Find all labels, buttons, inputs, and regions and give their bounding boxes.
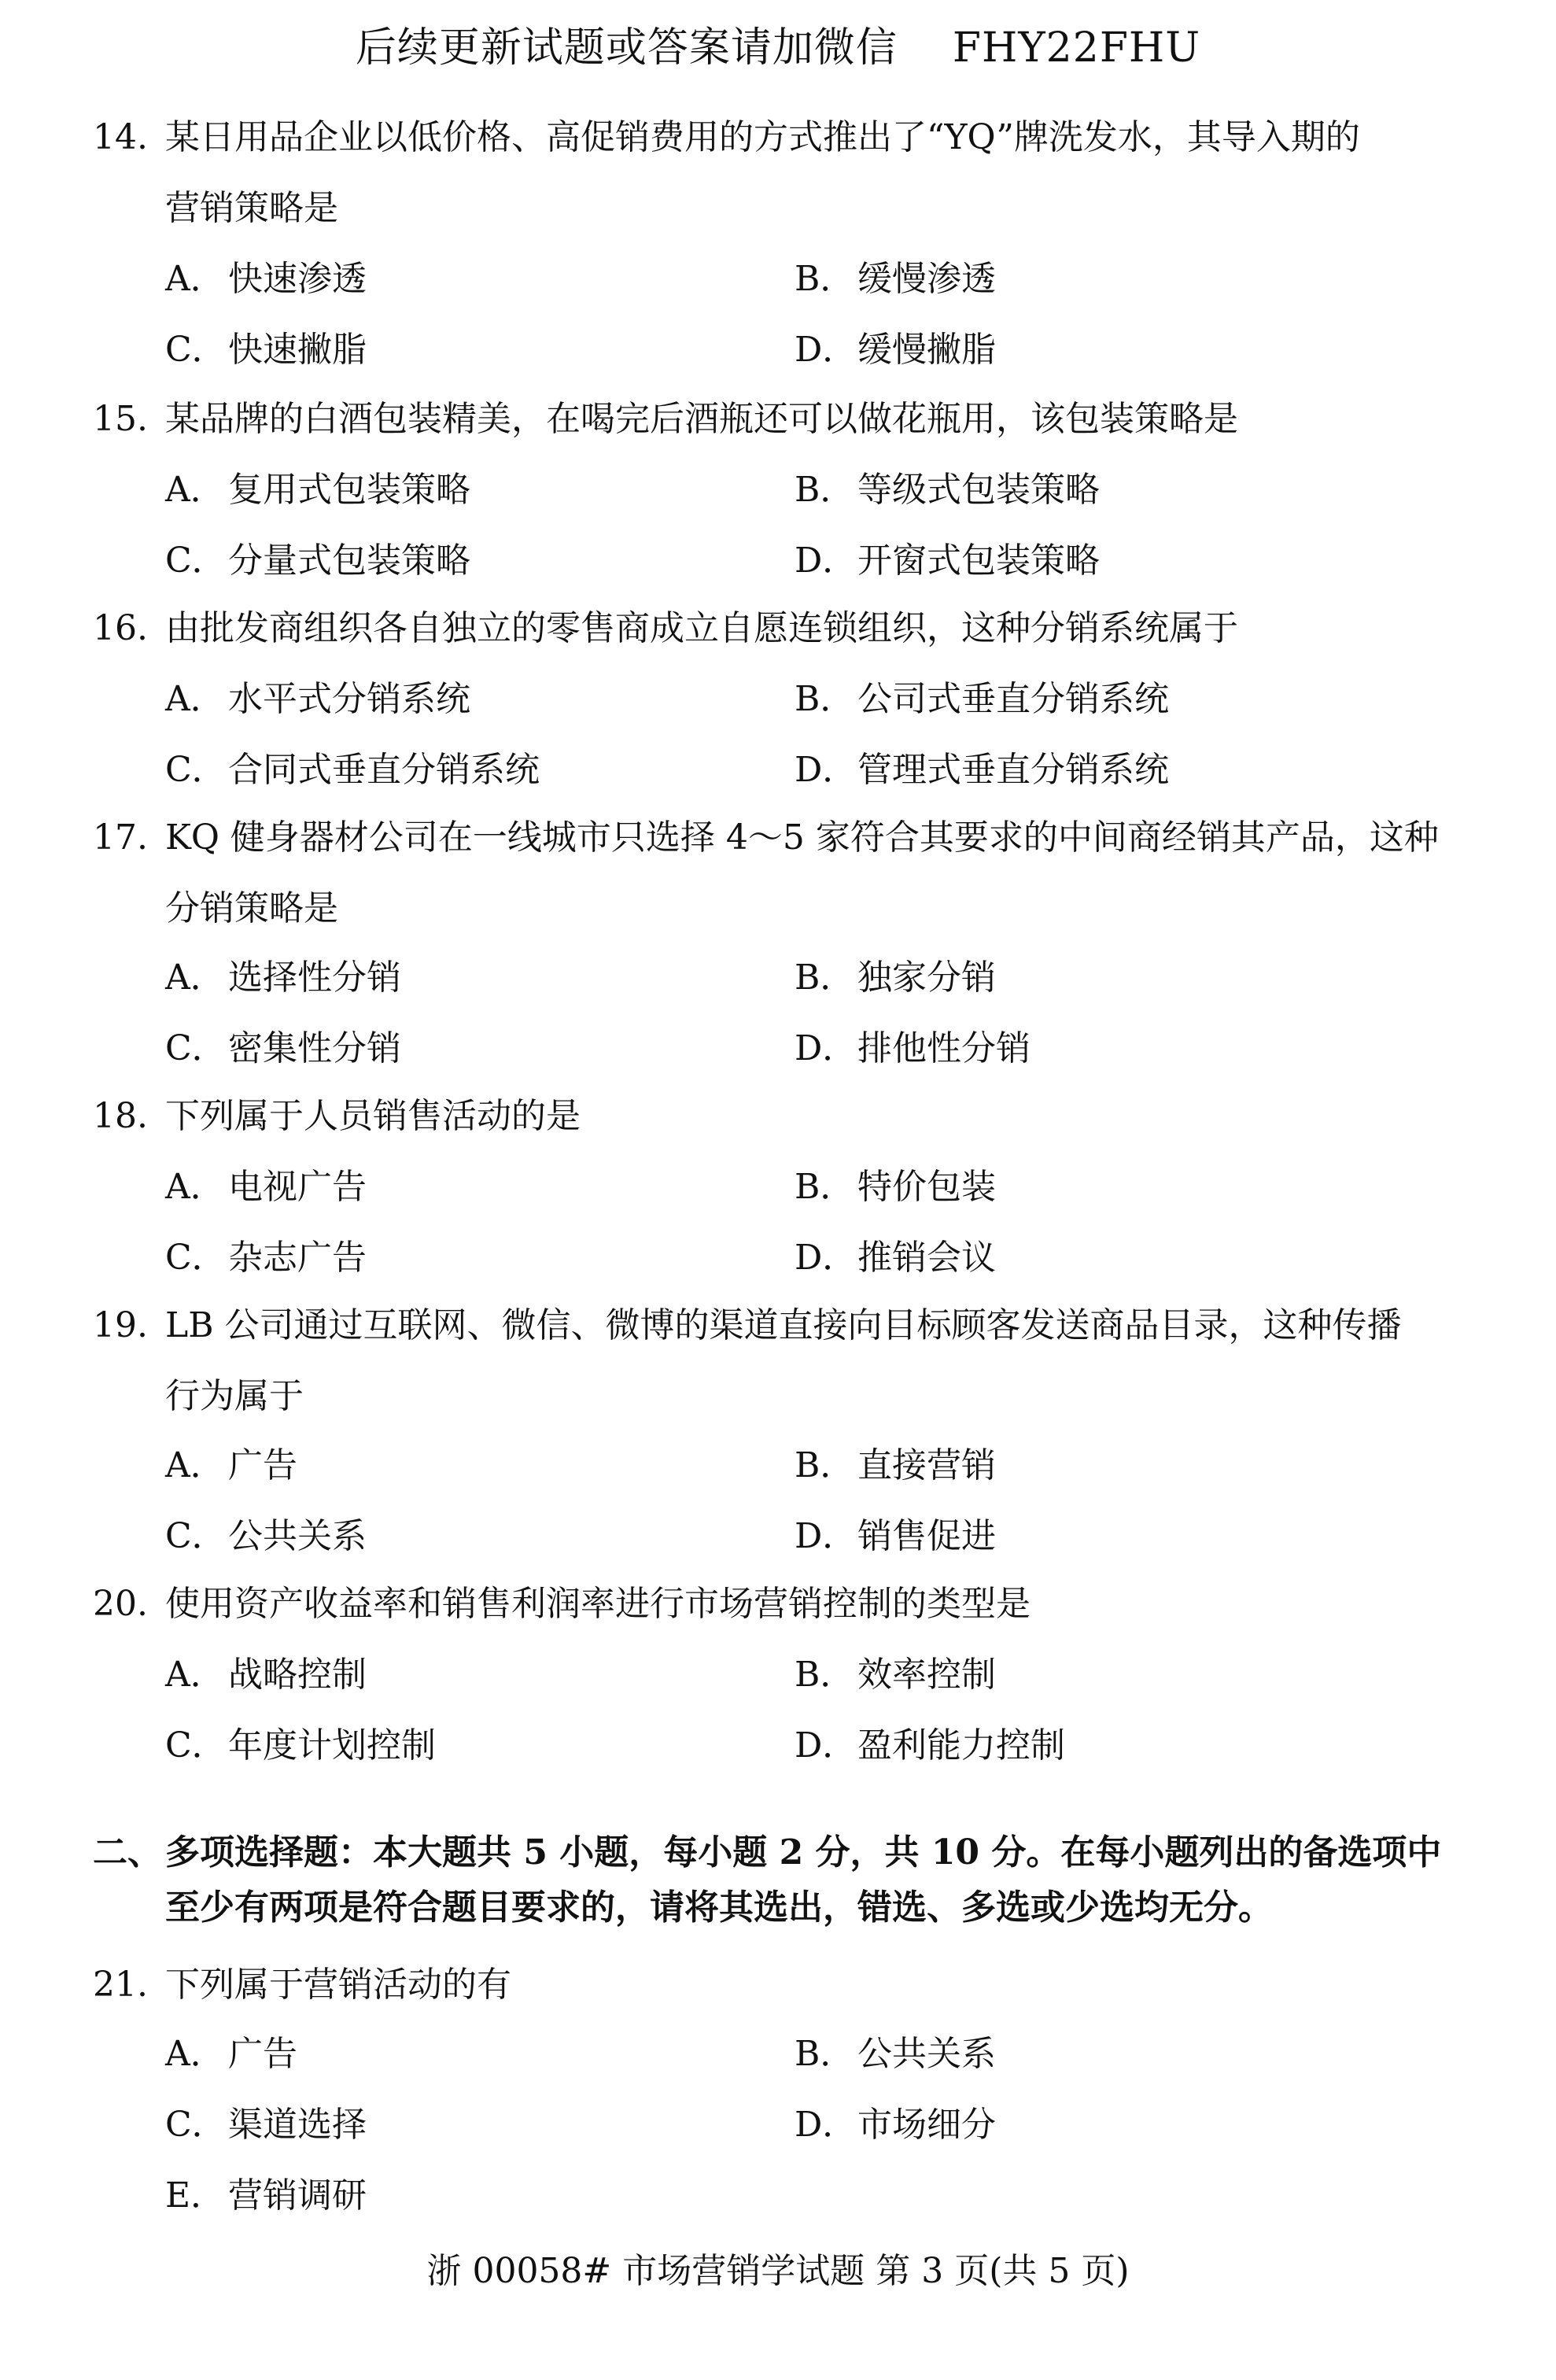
page-footer: 浙 00058# 市场营销学试题 第 3 页(共 5 页) (426, 2251, 1130, 2291)
option-c: C．合同式垂直分销系统 (165, 750, 540, 790)
option-a: A．广告 (165, 2034, 297, 2074)
option-b: B．公司式垂直分销系统 (795, 679, 1169, 719)
question-text: 某日用品企业以低价格、高促销费用的方式推出了“YQ”牌洗发水，其导入期的 (165, 117, 1360, 157)
question-text: 下列属于人员销售活动的是 (165, 1096, 581, 1136)
header-wechat-id: FHY22FHU (952, 24, 1201, 72)
option-d: D．盈利能力控制 (795, 1725, 1065, 1766)
option-a: A．快速渗透 (165, 259, 367, 299)
question-18: 18. 下列属于人员销售活动的是 (93, 1096, 581, 1136)
question-15: 15. 某品牌的白酒包装精美，在喝完后酒瓶还可以做花瓶用，该包装策略是 (93, 399, 1238, 439)
question-text: 使用资产收益率和销售利润率进行市场营销控制的类型是 (165, 1584, 1031, 1624)
option-a: A．战略控制 (165, 1655, 367, 1695)
header-text: 后续更新试题或答案请加微信 (355, 24, 898, 72)
option-c: C．渠道选择 (165, 2105, 367, 2145)
question-text-cont: 分销策略是 (165, 888, 338, 928)
section-line-1: 多项选择题：本大题共 5 小题，每小题 2 分，共 10 分。在每小题列出的备选项中 (165, 1832, 1442, 1873)
option-d: D．排他性分销 (795, 1028, 1031, 1068)
option-d: D．销售促进 (795, 1516, 996, 1556)
option-c: C．公共关系 (165, 1516, 367, 1556)
option-c: C．杂志广告 (165, 1238, 367, 1278)
option-b: B．效率控制 (795, 1655, 996, 1695)
question-19: 19. LB 公司通过互联网、微信、微博的渠道直接向目标顾客发送商品目录，这种传播 (93, 1305, 1402, 1345)
option-d: D．管理式垂直分销系统 (795, 750, 1169, 790)
option-b: B．特价包装 (795, 1167, 996, 1207)
question-text-cont: 行为属于 (165, 1376, 304, 1416)
header-watermark (0, 14, 1556, 73)
option-b: B．公共关系 (795, 2034, 996, 2074)
section-line-2: 至少有两项是符合题目要求的，请将其选出，错选、多选或少选均无分。 (165, 1887, 1273, 1928)
question-text: 下列属于营销活动的有 (165, 1965, 511, 2005)
option-d: D．开窗式包装策略 (795, 541, 1100, 581)
question-17: 17. KQ 健身器材公司在一线城市只选择 4～5 家符合其要求的中间商经销其产品，这种 (93, 817, 1439, 858)
option-c: C．快速撇脂 (165, 330, 367, 370)
question-text-cont: 营销策略是 (165, 188, 338, 228)
option-a: A．水平式分销系统 (165, 679, 470, 719)
option-d: D．推销会议 (795, 1238, 996, 1278)
question-20: 20. 使用资产收益率和销售利润率进行市场营销控制的类型是 (93, 1584, 1031, 1624)
question-14: 14. 某日用品企业以低价格、高促销费用的方式推出了“YQ”牌洗发水，其导入期的 (93, 117, 1360, 157)
option-c: C．分量式包装策略 (165, 541, 470, 581)
option-a: A．选择性分销 (165, 958, 401, 998)
option-b: B．独家分销 (795, 958, 996, 998)
option-a: A．复用式包装策略 (165, 470, 470, 510)
option-b: B．等级式包装策略 (795, 470, 1100, 510)
question-21: 21. 下列属于营销活动的有 (93, 1965, 511, 2005)
option-a: A．电视广告 (165, 1167, 367, 1207)
option-c: C．密集性分销 (165, 1028, 401, 1068)
question-16: 16. 由批发商组织各自独立的零售商成立自愿连锁组织，这种分销系统属于 (93, 608, 1238, 648)
option-d: D．市场细分 (795, 2105, 996, 2145)
option-c: C．年度计划控制 (165, 1725, 436, 1766)
option-e: E．营销调研 (165, 2175, 367, 2216)
question-text: 某品牌的白酒包装精美，在喝完后酒瓶还可以做花瓶用，该包装策略是 (165, 399, 1238, 439)
section-heading-multiple-choice: 二、多项选择题：本大题共 5 小题，每小题 2 分，共 10 分。在每小题列出的备选项中 至少有两项是符合题目要求的，请将其选出，错选、多选或少选均无分。 (93, 1825, 1477, 1935)
option-d: D．缓慢撇脂 (795, 330, 996, 370)
question-text: KQ 健身器材公司在一线城市只选择 4～5 家符合其要求的中间商经销其产品，这种 (165, 817, 1439, 858)
option-a: A．广告 (165, 1445, 297, 1485)
option-b: B．缓慢渗透 (795, 259, 996, 299)
option-b: B．直接营销 (795, 1445, 996, 1485)
question-text: 由批发商组织各自独立的零售商成立自愿连锁组织，这种分销系统属于 (165, 608, 1238, 648)
question-text: LB 公司通过互联网、微信、微博的渠道直接向目标顾客发送商品目录，这种传播 (165, 1305, 1402, 1345)
